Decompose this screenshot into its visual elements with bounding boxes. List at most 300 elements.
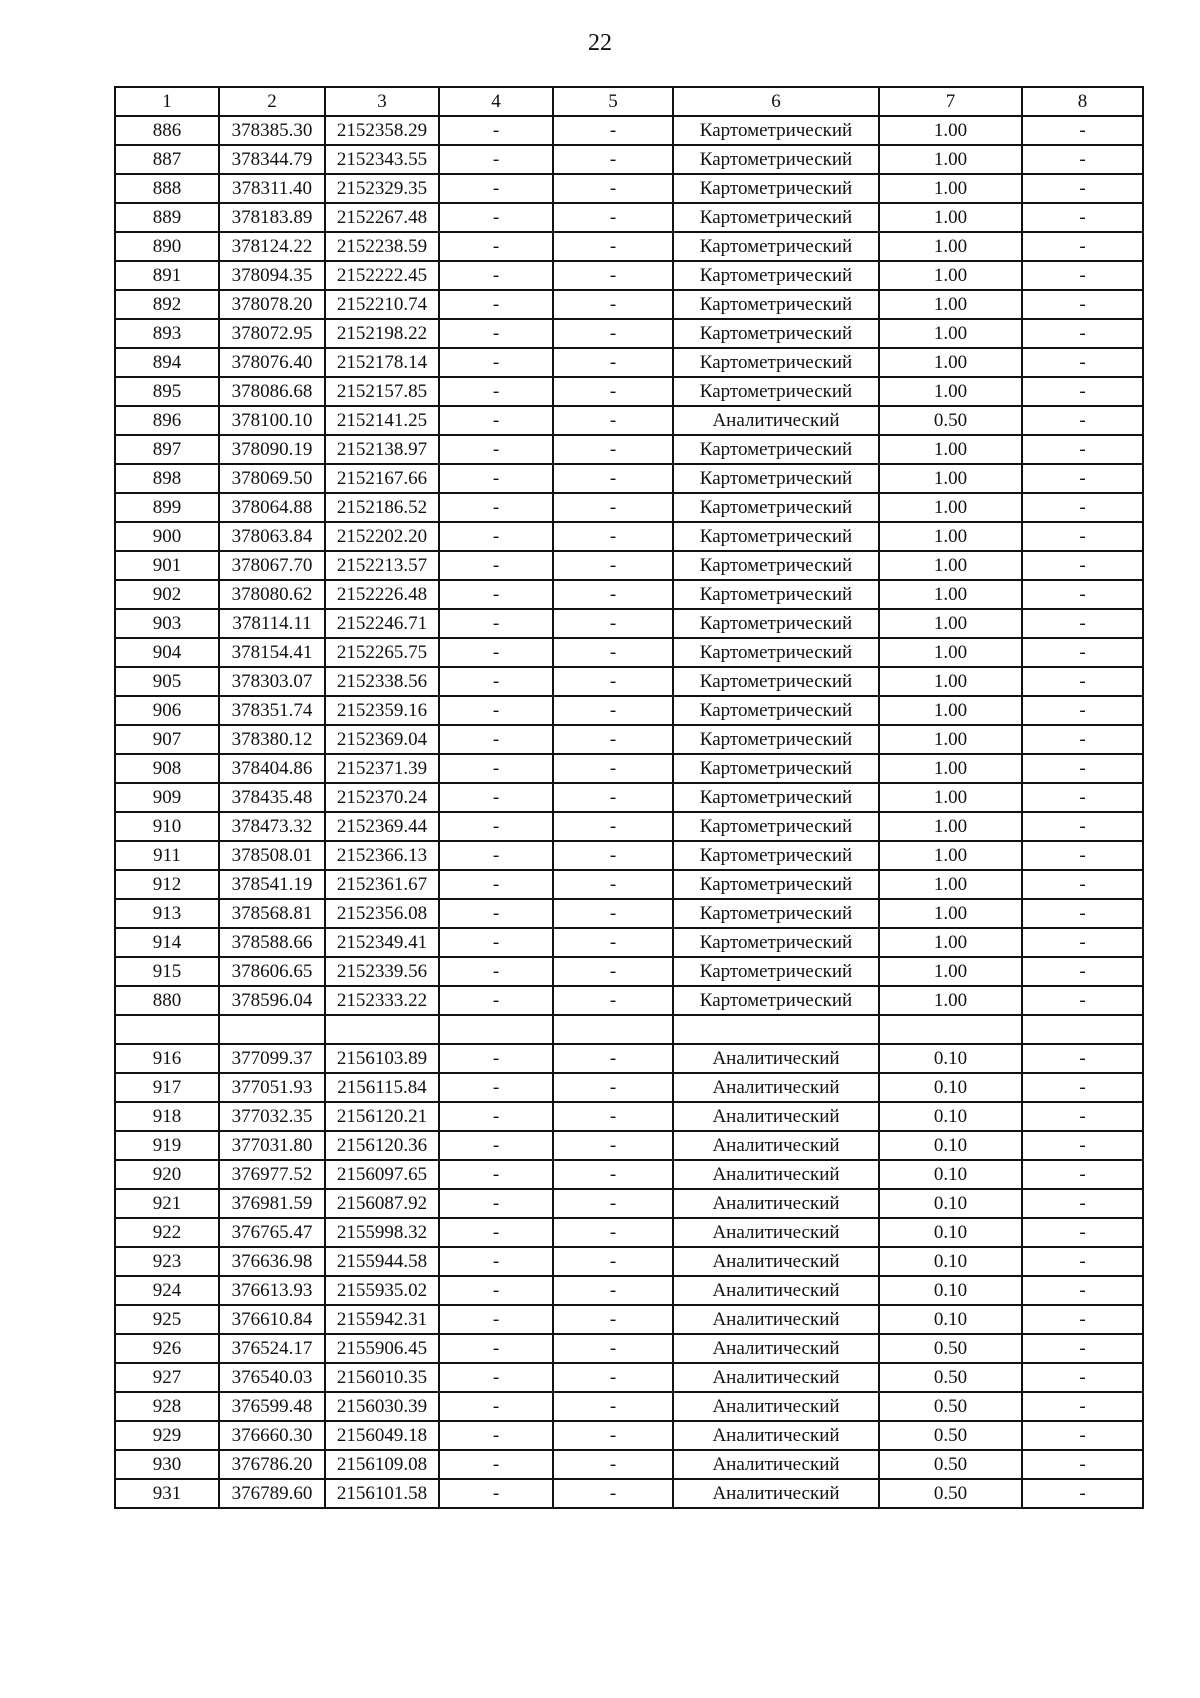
table-cell: - <box>1022 1479 1143 1508</box>
table-cell: - <box>553 348 673 377</box>
table-cell: 1.00 <box>879 232 1022 261</box>
table-cell: - <box>439 464 553 493</box>
table-cell: Картометрический <box>673 812 879 841</box>
table-cell: 2156010.35 <box>325 1363 439 1392</box>
table-cell: 2152358.29 <box>325 116 439 145</box>
table-cell: 899 <box>115 493 219 522</box>
table-cell: 1.00 <box>879 493 1022 522</box>
table-cell: 378380.12 <box>219 725 325 754</box>
table-cell: 880 <box>115 986 219 1015</box>
table-cell: 1.00 <box>879 116 1022 145</box>
table-cell: - <box>439 377 553 406</box>
table-cell: 1.00 <box>879 174 1022 203</box>
table-cell: 378080.62 <box>219 580 325 609</box>
table-cell: - <box>553 1334 673 1363</box>
table-cell: 1.00 <box>879 928 1022 957</box>
table-cell: - <box>553 986 673 1015</box>
table-cell: - <box>553 1044 673 1073</box>
table-cell: 378596.04 <box>219 986 325 1015</box>
table-cell: - <box>553 319 673 348</box>
table-cell: - <box>439 1392 553 1421</box>
table-cell: 2156101.58 <box>325 1479 439 1508</box>
table-row <box>115 174 1143 203</box>
table-cell: - <box>1022 1363 1143 1392</box>
table-cell: - <box>1022 1044 1143 1073</box>
table-cell: Картометрический <box>673 783 879 812</box>
table-cell: 376524.17 <box>219 1334 325 1363</box>
table-cell: Аналитический <box>673 1392 879 1421</box>
table-cell: Картометрический <box>673 261 879 290</box>
table-cell: 1.00 <box>879 290 1022 319</box>
table-row <box>115 1218 1143 1247</box>
table-cell: Аналитический <box>673 406 879 435</box>
table-row <box>115 203 1143 232</box>
table-cell: 921 <box>115 1189 219 1218</box>
table-cell: 0.50 <box>879 1334 1022 1363</box>
table-cell: 2152246.71 <box>325 609 439 638</box>
table-cell: 2152369.44 <box>325 812 439 841</box>
table-cell: 2156030.39 <box>325 1392 439 1421</box>
table-cell: Картометрический <box>673 348 879 377</box>
table-row <box>115 1305 1143 1334</box>
table-cell: 0.50 <box>879 1421 1022 1450</box>
table-cell: - <box>1022 1073 1143 1102</box>
column-header: 5 <box>553 87 673 116</box>
table-cell: - <box>1022 406 1143 435</box>
table-cell: 1.00 <box>879 609 1022 638</box>
table-cell: 1.00 <box>879 551 1022 580</box>
table-row <box>115 348 1143 377</box>
table-cell: - <box>439 435 553 464</box>
table-cell: 378588.66 <box>219 928 325 957</box>
table-cell: 2152213.57 <box>325 551 439 580</box>
table-cell: Аналитический <box>673 1131 879 1160</box>
table-cell: Картометрический <box>673 638 879 667</box>
table-cell: - <box>553 522 673 551</box>
table-cell: 2152366.13 <box>325 841 439 870</box>
table-cell: 0.10 <box>879 1247 1022 1276</box>
table-cell: - <box>1022 174 1143 203</box>
coordinates-table <box>114 86 1144 1509</box>
table-cell: 378344.79 <box>219 145 325 174</box>
table-cell: 377031.80 <box>219 1131 325 1160</box>
table-cell: - <box>439 116 553 145</box>
table-cell: Картометрический <box>673 464 879 493</box>
table-cell: - <box>553 551 673 580</box>
table-cell: 2155906.45 <box>325 1334 439 1363</box>
table-row <box>115 406 1143 435</box>
table-cell: - <box>553 1392 673 1421</box>
table-cell: 2155998.32 <box>325 1218 439 1247</box>
table-cell: - <box>439 1160 553 1189</box>
table-cell: 376540.03 <box>219 1363 325 1392</box>
table-cell: - <box>553 464 673 493</box>
table-row <box>115 667 1143 696</box>
table-cell: - <box>1022 783 1143 812</box>
table-cell: 907 <box>115 725 219 754</box>
table-cell: 897 <box>115 435 219 464</box>
table-cell: 1.00 <box>879 812 1022 841</box>
table-cell: - <box>439 493 553 522</box>
table-cell: - <box>439 638 553 667</box>
table-cell: 376613.93 <box>219 1276 325 1305</box>
table-cell: - <box>1022 725 1143 754</box>
table-cell <box>879 1015 1022 1044</box>
table-cell: 376610.84 <box>219 1305 325 1334</box>
table-cell: 892 <box>115 290 219 319</box>
table-cell: 0.10 <box>879 1044 1022 1073</box>
table-cell: 2156120.36 <box>325 1131 439 1160</box>
table-cell: 2155935.02 <box>325 1276 439 1305</box>
table-cell: - <box>553 725 673 754</box>
table-cell: 900 <box>115 522 219 551</box>
table-cell: - <box>439 1218 553 1247</box>
table-cell: - <box>439 986 553 1015</box>
table-cell: - <box>553 203 673 232</box>
table-cell: - <box>553 638 673 667</box>
table-cell: 378086.68 <box>219 377 325 406</box>
table-cell: 918 <box>115 1102 219 1131</box>
table-cell: 2156115.84 <box>325 1073 439 1102</box>
table-cell: 2152157.85 <box>325 377 439 406</box>
table-cell: Картометрический <box>673 116 879 145</box>
table-cell: 378154.41 <box>219 638 325 667</box>
table-cell: - <box>1022 696 1143 725</box>
table-cell: 1.00 <box>879 435 1022 464</box>
table-cell: - <box>1022 1131 1143 1160</box>
table-cell: - <box>553 1479 673 1508</box>
table-row <box>115 696 1143 725</box>
table-cell: 2152202.20 <box>325 522 439 551</box>
table-row <box>115 145 1143 174</box>
table-cell: 376660.30 <box>219 1421 325 1450</box>
table-cell: 377032.35 <box>219 1102 325 1131</box>
table-cell: - <box>439 1073 553 1102</box>
table-cell: 913 <box>115 899 219 928</box>
table-row <box>115 609 1143 638</box>
table-cell: - <box>1022 609 1143 638</box>
table-cell: 904 <box>115 638 219 667</box>
table-cell: - <box>553 957 673 986</box>
column-header: 8 <box>1022 87 1143 116</box>
table-cell: - <box>439 348 553 377</box>
table-cell: Аналитический <box>673 1421 879 1450</box>
table-cell: 378078.20 <box>219 290 325 319</box>
table-cell: - <box>439 783 553 812</box>
table-cell: - <box>553 1189 673 1218</box>
table-row <box>115 1102 1143 1131</box>
table-cell: - <box>439 725 553 754</box>
table-cell: - <box>1022 812 1143 841</box>
table-cell <box>553 1015 673 1044</box>
table-cell: 1.00 <box>879 145 1022 174</box>
table-body <box>115 87 1143 1508</box>
table-cell <box>439 1015 553 1044</box>
table-cell: 2152226.48 <box>325 580 439 609</box>
table-cell: 378435.48 <box>219 783 325 812</box>
table-cell: 889 <box>115 203 219 232</box>
table-cell: 925 <box>115 1305 219 1334</box>
table-cell: - <box>553 1421 673 1450</box>
table-cell: 376789.60 <box>219 1479 325 1508</box>
table-cell: - <box>439 1450 553 1479</box>
table-cell: 896 <box>115 406 219 435</box>
table-cell: - <box>1022 203 1143 232</box>
table-row <box>115 493 1143 522</box>
table-cell: - <box>1022 1276 1143 1305</box>
table-cell: 1.00 <box>879 522 1022 551</box>
table-cell: - <box>439 1421 553 1450</box>
table-cell: - <box>1022 1218 1143 1247</box>
table-cell: 1.00 <box>879 783 1022 812</box>
table-cell: Картометрический <box>673 174 879 203</box>
table-cell <box>219 1015 325 1044</box>
table-cell: Картометрический <box>673 928 879 957</box>
table-cell: - <box>553 1363 673 1392</box>
table-cell: Картометрический <box>673 870 879 899</box>
table-cell: 378100.10 <box>219 406 325 435</box>
table-row <box>115 754 1143 783</box>
table-cell: 888 <box>115 174 219 203</box>
table-cell: Аналитический <box>673 1102 879 1131</box>
table-cell: 378351.74 <box>219 696 325 725</box>
table-cell: 0.10 <box>879 1276 1022 1305</box>
table-cell: 376599.48 <box>219 1392 325 1421</box>
table-cell: 1.00 <box>879 638 1022 667</box>
table-row <box>115 638 1143 667</box>
table-row <box>115 1189 1143 1218</box>
table-cell: 2152141.25 <box>325 406 439 435</box>
table-cell: - <box>553 493 673 522</box>
table-cell: Картометрический <box>673 841 879 870</box>
table-cell: - <box>1022 464 1143 493</box>
table-cell: - <box>1022 899 1143 928</box>
table-cell: 378183.89 <box>219 203 325 232</box>
table-cell: 915 <box>115 957 219 986</box>
table-cell: 927 <box>115 1363 219 1392</box>
table-cell: - <box>553 174 673 203</box>
table-cell: 931 <box>115 1479 219 1508</box>
table-cell: - <box>439 406 553 435</box>
table-cell: 0.10 <box>879 1160 1022 1189</box>
table-cell: 2156120.21 <box>325 1102 439 1131</box>
table-cell: - <box>553 232 673 261</box>
table-cell: 928 <box>115 1392 219 1421</box>
table-cell: 929 <box>115 1421 219 1450</box>
table-cell: - <box>439 609 553 638</box>
table-cell: - <box>439 319 553 348</box>
table-cell: - <box>439 580 553 609</box>
table-cell: - <box>439 754 553 783</box>
table-cell: 2152186.52 <box>325 493 439 522</box>
table-cell: 1.00 <box>879 580 1022 609</box>
table-cell: 2152198.22 <box>325 319 439 348</box>
table-cell: - <box>439 290 553 319</box>
table-cell: - <box>439 174 553 203</box>
table-cell: - <box>553 754 673 783</box>
table-cell: 0.10 <box>879 1218 1022 1247</box>
table-cell: - <box>553 609 673 638</box>
table-cell: - <box>439 1044 553 1073</box>
table-cell: 1.00 <box>879 725 1022 754</box>
table-cell: 378094.35 <box>219 261 325 290</box>
table-row <box>115 986 1143 1015</box>
table-cell: - <box>1022 1421 1143 1450</box>
table-row <box>115 1247 1143 1276</box>
table-cell: Картометрический <box>673 551 879 580</box>
table-cell: 911 <box>115 841 219 870</box>
table-cell: - <box>1022 1305 1143 1334</box>
table-cell: - <box>553 377 673 406</box>
table-cell: - <box>1022 638 1143 667</box>
table-cell: - <box>439 1363 553 1392</box>
table-cell: 378385.30 <box>219 116 325 145</box>
table-cell: Картометрический <box>673 145 879 174</box>
table-cell: 2156103.89 <box>325 1044 439 1073</box>
table-row <box>115 870 1143 899</box>
table-cell: - <box>439 1247 553 1276</box>
table-cell: 2152370.24 <box>325 783 439 812</box>
table-cell: - <box>1022 1450 1143 1479</box>
table-cell: - <box>553 1450 673 1479</box>
table-cell: - <box>439 841 553 870</box>
table-cell: 377051.93 <box>219 1073 325 1102</box>
table-cell: 378404.86 <box>219 754 325 783</box>
table-cell: 378606.65 <box>219 957 325 986</box>
table-cell: Картометрический <box>673 754 879 783</box>
table-cell: Аналитический <box>673 1276 879 1305</box>
table-cell: 377099.37 <box>219 1044 325 1073</box>
table-cell: - <box>553 1131 673 1160</box>
table-cell: 916 <box>115 1044 219 1073</box>
table-cell: - <box>553 435 673 464</box>
table-cell: 378568.81 <box>219 899 325 928</box>
table-cell: 893 <box>115 319 219 348</box>
table-cell: Картометрический <box>673 609 879 638</box>
table-cell: 378541.19 <box>219 870 325 899</box>
table-cell: - <box>1022 1102 1143 1131</box>
table-cell: - <box>1022 986 1143 1015</box>
table-cell: 1.00 <box>879 870 1022 899</box>
table-cell: 2155942.31 <box>325 1305 439 1334</box>
table-cell: - <box>1022 145 1143 174</box>
table-cell: Аналитический <box>673 1160 879 1189</box>
table-cell: - <box>553 1073 673 1102</box>
table-cell: Аналитический <box>673 1218 879 1247</box>
table-cell: Картометрический <box>673 580 879 609</box>
table-cell: 898 <box>115 464 219 493</box>
table-cell: Картометрический <box>673 522 879 551</box>
table-cell: - <box>439 870 553 899</box>
table-cell: 920 <box>115 1160 219 1189</box>
table-row <box>115 1276 1143 1305</box>
table-cell: 2152238.59 <box>325 232 439 261</box>
table-cell: - <box>439 957 553 986</box>
table-cell: - <box>553 261 673 290</box>
table-row <box>115 928 1143 957</box>
table-cell: 902 <box>115 580 219 609</box>
table-cell: - <box>1022 870 1143 899</box>
table-row <box>115 290 1143 319</box>
table-cell: - <box>553 145 673 174</box>
table-cell: 1.00 <box>879 667 1022 696</box>
table-cell: 2152210.74 <box>325 290 439 319</box>
table-cell: 2152338.56 <box>325 667 439 696</box>
table-cell: 378508.01 <box>219 841 325 870</box>
table-cell: - <box>1022 1334 1143 1363</box>
table-cell: - <box>439 1479 553 1508</box>
table-cell: - <box>553 1102 673 1131</box>
table-cell: 930 <box>115 1450 219 1479</box>
table-cell: 1.00 <box>879 261 1022 290</box>
table-cell: - <box>1022 232 1143 261</box>
table-cell: - <box>439 232 553 261</box>
table-cell: - <box>1022 290 1143 319</box>
table-cell: - <box>439 1334 553 1363</box>
table-row <box>115 1334 1143 1363</box>
table-cell: 914 <box>115 928 219 957</box>
table-cell: Картометрический <box>673 203 879 232</box>
table-row <box>115 464 1143 493</box>
table-cell: 910 <box>115 812 219 841</box>
table-cell: 2152329.35 <box>325 174 439 203</box>
table-cell: 378473.32 <box>219 812 325 841</box>
table-row <box>115 1421 1143 1450</box>
table-row <box>115 957 1143 986</box>
table-cell: 378064.88 <box>219 493 325 522</box>
table-cell: 895 <box>115 377 219 406</box>
table-cell: - <box>439 667 553 696</box>
table-cell: 1.00 <box>879 986 1022 1015</box>
table-cell: 891 <box>115 261 219 290</box>
table-cell: 1.00 <box>879 319 1022 348</box>
table-cell: 2152356.08 <box>325 899 439 928</box>
table-cell: - <box>553 841 673 870</box>
table-cell: 0.10 <box>879 1073 1022 1102</box>
table-cell: - <box>1022 116 1143 145</box>
table-cell: - <box>1022 957 1143 986</box>
table-cell: 1.00 <box>879 754 1022 783</box>
table-cell: 894 <box>115 348 219 377</box>
table-cell: 906 <box>115 696 219 725</box>
table-cell: - <box>439 899 553 928</box>
table-cell: - <box>553 290 673 319</box>
table-cell: - <box>553 580 673 609</box>
table-cell: Картометрический <box>673 232 879 261</box>
page-number: 22 <box>588 30 612 56</box>
table-cell: 376786.20 <box>219 1450 325 1479</box>
table-row <box>115 116 1143 145</box>
column-header: 6 <box>673 87 879 116</box>
table-row <box>115 232 1143 261</box>
table-cell: - <box>553 899 673 928</box>
table-cell: 2152178.14 <box>325 348 439 377</box>
table-cell: - <box>553 1247 673 1276</box>
table-cell: 0.50 <box>879 406 1022 435</box>
table-cell: 922 <box>115 1218 219 1247</box>
table-cell: - <box>439 1131 553 1160</box>
header-row <box>115 87 1143 116</box>
table-cell <box>325 1015 439 1044</box>
table-row <box>115 1450 1143 1479</box>
table-cell: Картометрический <box>673 957 879 986</box>
table-cell: 378090.19 <box>219 435 325 464</box>
table-row <box>115 1392 1143 1421</box>
table-cell: - <box>553 812 673 841</box>
table-cell: 2152361.67 <box>325 870 439 899</box>
table-cell: - <box>439 203 553 232</box>
table-row <box>115 435 1143 464</box>
